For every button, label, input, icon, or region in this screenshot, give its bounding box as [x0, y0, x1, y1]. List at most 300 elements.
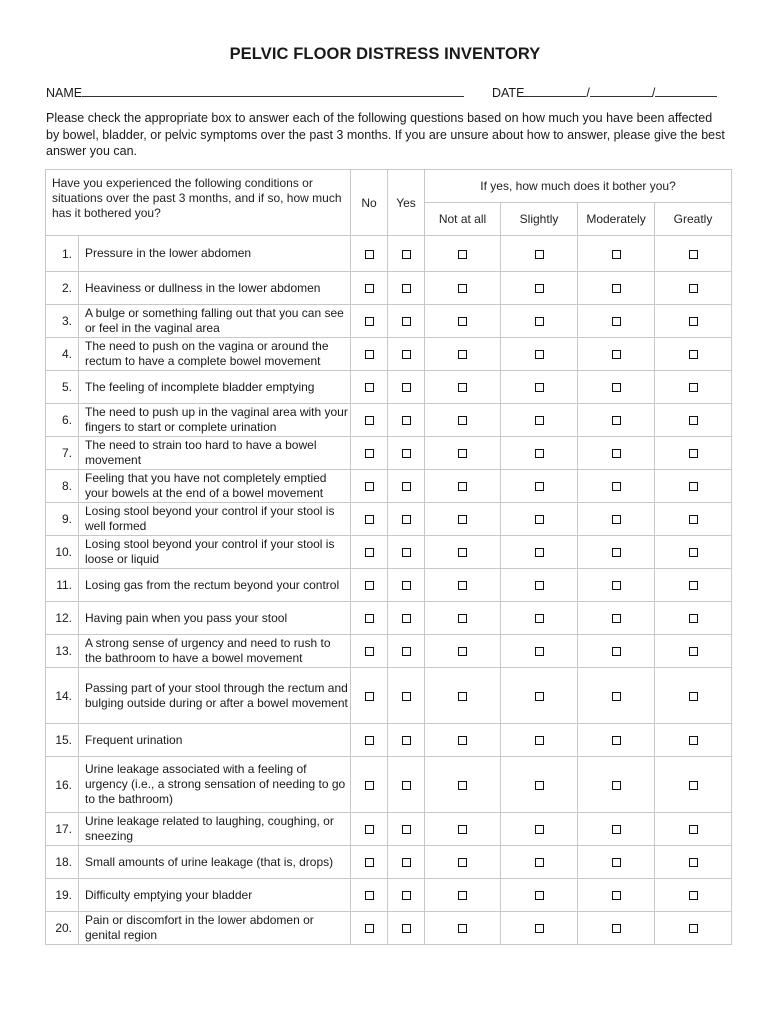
slightly-checkbox-cell	[501, 879, 578, 912]
question-number: 5.	[46, 371, 79, 404]
moderately-checkbox-cell	[578, 879, 655, 912]
not-at-all-checkbox[interactable]	[458, 284, 467, 293]
greatly-checkbox[interactable]	[689, 647, 698, 656]
yes-checkbox-cell	[388, 371, 425, 404]
greatly-checkbox[interactable]	[689, 515, 698, 524]
date-day-blank[interactable]	[590, 84, 652, 97]
question-number: 10.	[46, 536, 79, 569]
slightly-checkbox-cell	[501, 569, 578, 602]
no-checkbox[interactable]	[365, 350, 374, 359]
not-at-all-checkbox-cell	[425, 668, 501, 724]
question-text: Losing gas from the rectum beyond your control	[79, 569, 351, 602]
slightly-checkbox[interactable]	[535, 924, 544, 933]
date-year-blank[interactable]	[655, 84, 717, 97]
yes-column-header: Yes	[388, 170, 425, 236]
not-at-all-checkbox-cell	[425, 404, 501, 437]
question-row	[46, 437, 732, 470]
greatly-checkbox[interactable]	[689, 858, 698, 867]
yes-checkbox[interactable]	[402, 482, 411, 491]
moderately-checkbox[interactable]	[612, 614, 621, 623]
question-text: Losing stool beyond your control if your stool is loose or liquid	[79, 536, 351, 569]
yes-checkbox-cell	[388, 602, 425, 635]
not-at-all-checkbox-cell	[425, 470, 501, 503]
yes-checkbox[interactable]	[402, 781, 411, 790]
question-number: 14.	[46, 668, 79, 724]
greatly-checkbox-cell	[655, 503, 732, 536]
no-checkbox[interactable]	[365, 891, 374, 900]
yes-checkbox-cell	[388, 912, 425, 945]
no-checkbox[interactable]	[365, 692, 374, 701]
yes-checkbox-cell	[388, 470, 425, 503]
slightly-checkbox-cell	[501, 724, 578, 757]
slightly-checkbox[interactable]	[535, 891, 544, 900]
greatly-checkbox-cell	[655, 272, 732, 305]
slightly-checkbox[interactable]	[535, 515, 544, 524]
yes-checkbox-cell	[388, 437, 425, 470]
question-row	[46, 338, 732, 371]
slightly-checkbox-cell	[501, 272, 578, 305]
no-checkbox-cell	[351, 569, 388, 602]
no-checkbox-cell	[351, 757, 388, 813]
yes-checkbox[interactable]	[402, 317, 411, 326]
moderately-checkbox[interactable]	[612, 781, 621, 790]
slightly-checkbox[interactable]	[535, 825, 544, 834]
question-number: 9.	[46, 503, 79, 536]
no-checkbox-cell	[351, 470, 388, 503]
no-checkbox[interactable]	[365, 515, 374, 524]
question-row	[46, 846, 732, 879]
greatly-checkbox-cell	[655, 569, 732, 602]
not-at-all-checkbox[interactable]	[458, 350, 467, 359]
question-row	[46, 635, 732, 668]
question-row	[46, 757, 732, 813]
bother-level-slightly: Slightly	[501, 203, 578, 236]
yes-checkbox-cell	[388, 813, 425, 846]
slightly-checkbox[interactable]	[535, 250, 544, 259]
not-at-all-checkbox-cell	[425, 536, 501, 569]
no-checkbox[interactable]	[365, 284, 374, 293]
moderately-checkbox-cell	[578, 503, 655, 536]
not-at-all-checkbox[interactable]	[458, 924, 467, 933]
no-checkbox[interactable]	[365, 449, 374, 458]
moderately-checkbox-cell	[578, 305, 655, 338]
no-checkbox-cell	[351, 846, 388, 879]
slightly-checkbox[interactable]	[535, 581, 544, 590]
slightly-checkbox[interactable]	[535, 858, 544, 867]
question-row	[46, 602, 732, 635]
greatly-checkbox-cell	[655, 813, 732, 846]
question-number: 15.	[46, 724, 79, 757]
moderately-checkbox[interactable]	[612, 548, 621, 557]
yes-checkbox[interactable]	[402, 736, 411, 745]
slightly-checkbox-cell	[501, 757, 578, 813]
not-at-all-checkbox-cell	[425, 371, 501, 404]
no-checkbox[interactable]	[365, 825, 374, 834]
question-number: 19.	[46, 879, 79, 912]
question-number: 4.	[46, 338, 79, 371]
question-text: The need to strain too hard to have a bowel movement	[79, 437, 351, 470]
greatly-checkbox-cell	[655, 371, 732, 404]
no-checkbox[interactable]	[365, 383, 374, 392]
greatly-checkbox[interactable]	[689, 548, 698, 557]
no-checkbox[interactable]	[365, 736, 374, 745]
slightly-checkbox-cell	[501, 236, 578, 272]
yes-checkbox-cell	[388, 305, 425, 338]
moderately-checkbox-cell	[578, 404, 655, 437]
greatly-checkbox-cell	[655, 536, 732, 569]
question-row	[46, 503, 732, 536]
not-at-all-checkbox[interactable]	[458, 781, 467, 790]
moderately-checkbox-cell	[578, 569, 655, 602]
question-text: Urine leakage associated with a feeling of urgency (i.e., a strong sensation of needing to go to the bathroom)	[79, 757, 351, 813]
not-at-all-checkbox[interactable]	[458, 692, 467, 701]
slightly-checkbox[interactable]	[535, 692, 544, 701]
yes-checkbox[interactable]	[402, 891, 411, 900]
question-text: The need to push on the vagina or around the rectum to have a complete bowel movement	[79, 338, 351, 371]
question-number: 7.	[46, 437, 79, 470]
slightly-checkbox[interactable]	[535, 284, 544, 293]
question-row	[46, 813, 732, 846]
no-checkbox[interactable]	[365, 581, 374, 590]
moderately-checkbox[interactable]	[612, 692, 621, 701]
question-number: 6.	[46, 404, 79, 437]
question-row	[46, 470, 732, 503]
moderately-checkbox[interactable]	[612, 924, 621, 933]
question-text: A strong sense of urgency and need to rush to the bathroom to have a bowel movement	[79, 635, 351, 668]
question-row	[46, 569, 732, 602]
yes-checkbox-cell	[388, 635, 425, 668]
question-row	[46, 536, 732, 569]
instructions-text: Please check the appropriate box to answer each of the following questions based on how much you have been affected by bowel, bladder, or pelvic symptoms over the past 3 months. If you are unsure about how to answer, please give the best answer you can.	[46, 111, 725, 158]
yes-checkbox[interactable]	[402, 383, 411, 392]
greatly-checkbox[interactable]	[689, 250, 698, 259]
no-checkbox-cell	[351, 236, 388, 272]
greatly-checkbox[interactable]	[689, 383, 698, 392]
slightly-checkbox-cell	[501, 912, 578, 945]
greatly-checkbox-cell	[655, 404, 732, 437]
yes-checkbox-cell	[388, 846, 425, 879]
yes-checkbox[interactable]	[402, 647, 411, 656]
bother-level-greatly: Greatly	[655, 203, 732, 236]
moderately-checkbox-cell	[578, 668, 655, 724]
greatly-checkbox-cell	[655, 668, 732, 724]
moderately-checkbox-cell	[578, 470, 655, 503]
moderately-checkbox-cell	[578, 437, 655, 470]
moderately-checkbox[interactable]	[612, 858, 621, 867]
not-at-all-checkbox-cell	[425, 912, 501, 945]
not-at-all-checkbox[interactable]	[458, 515, 467, 524]
question-text: Heaviness or dullness in the lower abdomen	[79, 272, 351, 305]
moderately-checkbox[interactable]	[612, 284, 621, 293]
moderately-checkbox[interactable]	[612, 416, 621, 425]
slightly-checkbox[interactable]	[535, 350, 544, 359]
not-at-all-checkbox-cell	[425, 305, 501, 338]
slightly-checkbox[interactable]	[535, 416, 544, 425]
yes-checkbox-cell	[388, 536, 425, 569]
no-checkbox[interactable]	[365, 548, 374, 557]
not-at-all-checkbox-cell	[425, 635, 501, 668]
bother-level-not-at-all: Not at all	[425, 203, 501, 236]
question-text: Pain or discomfort in the lower abdomen or genital region	[79, 912, 351, 945]
question-text: Difficulty emptying your bladder	[79, 879, 351, 912]
yes-checkbox[interactable]	[402, 449, 411, 458]
moderately-checkbox[interactable]	[612, 383, 621, 392]
question-text: Urine leakage related to laughing, coughing, or sneezing	[79, 813, 351, 846]
slightly-checkbox-cell	[501, 846, 578, 879]
question-text: The need to push up in the vaginal area with your fingers to start or complete urination	[79, 404, 351, 437]
no-checkbox-cell	[351, 338, 388, 371]
not-at-all-checkbox[interactable]	[458, 614, 467, 623]
no-checkbox[interactable]	[365, 647, 374, 656]
moderately-checkbox[interactable]	[612, 891, 621, 900]
not-at-all-checkbox[interactable]	[458, 317, 467, 326]
yes-checkbox[interactable]	[402, 858, 411, 867]
moderately-checkbox-cell	[578, 371, 655, 404]
greatly-checkbox[interactable]	[689, 825, 698, 834]
no-checkbox[interactable]	[365, 317, 374, 326]
yes-checkbox[interactable]	[402, 284, 411, 293]
question-number: 16.	[46, 757, 79, 813]
moderately-checkbox[interactable]	[612, 317, 621, 326]
yes-checkbox-cell	[388, 569, 425, 602]
moderately-checkbox-cell	[578, 912, 655, 945]
question-row	[46, 371, 732, 404]
yes-checkbox[interactable]	[402, 924, 411, 933]
no-checkbox-cell	[351, 813, 388, 846]
not-at-all-checkbox-cell	[425, 338, 501, 371]
slightly-checkbox[interactable]	[535, 482, 544, 491]
yes-checkbox-cell	[388, 272, 425, 305]
question-number: 8.	[46, 470, 79, 503]
slightly-checkbox[interactable]	[535, 781, 544, 790]
no-checkbox[interactable]	[365, 858, 374, 867]
yes-checkbox[interactable]	[402, 515, 411, 524]
not-at-all-checkbox[interactable]	[458, 736, 467, 745]
no-checkbox-cell	[351, 437, 388, 470]
slightly-checkbox-cell	[501, 371, 578, 404]
no-checkbox-cell	[351, 635, 388, 668]
slightly-checkbox-cell	[501, 503, 578, 536]
greatly-checkbox-cell	[655, 912, 732, 945]
slightly-checkbox-cell	[501, 813, 578, 846]
slightly-checkbox[interactable]	[535, 614, 544, 623]
greatly-checkbox[interactable]	[689, 581, 698, 590]
no-checkbox-cell	[351, 602, 388, 635]
not-at-all-checkbox[interactable]	[458, 482, 467, 491]
greatly-checkbox[interactable]	[689, 891, 698, 900]
not-at-all-checkbox-cell	[425, 724, 501, 757]
moderately-checkbox[interactable]	[612, 449, 621, 458]
name-blank[interactable]	[82, 84, 464, 97]
moderately-checkbox[interactable]	[612, 647, 621, 656]
question-number: 11.	[46, 569, 79, 602]
not-at-all-checkbox-cell	[425, 437, 501, 470]
yes-checkbox[interactable]	[402, 250, 411, 259]
question-text: Losing stool beyond your control if your stool is well formed	[79, 503, 351, 536]
yes-checkbox[interactable]	[402, 350, 411, 359]
yes-checkbox[interactable]	[402, 548, 411, 557]
not-at-all-checkbox[interactable]	[458, 449, 467, 458]
question-text: Passing part of your stool through the rectum and bulging outside during or after a bowel movement	[79, 668, 351, 724]
yes-checkbox-cell	[388, 503, 425, 536]
no-checkbox-cell	[351, 305, 388, 338]
yes-checkbox-cell	[388, 668, 425, 724]
not-at-all-checkbox[interactable]	[458, 416, 467, 425]
date-separator: /	[586, 86, 590, 100]
no-checkbox-cell	[351, 912, 388, 945]
yes-checkbox-cell	[388, 879, 425, 912]
question-text: Having pain when you pass your stool	[79, 602, 351, 635]
not-at-all-checkbox-cell	[425, 569, 501, 602]
question-number: 1.	[46, 236, 79, 272]
not-at-all-checkbox[interactable]	[458, 548, 467, 557]
question-text: Feeling that you have not completely emptied your bowels at the end of a bowel movement	[79, 470, 351, 503]
question-number: 20.	[46, 912, 79, 945]
slightly-checkbox-cell	[501, 668, 578, 724]
slightly-checkbox[interactable]	[535, 736, 544, 745]
moderately-checkbox[interactable]	[612, 736, 621, 745]
moderately-checkbox[interactable]	[612, 825, 621, 834]
greatly-checkbox[interactable]	[689, 449, 698, 458]
no-checkbox[interactable]	[365, 924, 374, 933]
not-at-all-checkbox-cell	[425, 503, 501, 536]
not-at-all-checkbox-cell	[425, 236, 501, 272]
greatly-checkbox[interactable]	[689, 781, 698, 790]
question-row	[46, 724, 732, 757]
no-checkbox[interactable]	[365, 614, 374, 623]
question-row	[46, 236, 732, 272]
yes-checkbox[interactable]	[402, 581, 411, 590]
greatly-checkbox[interactable]	[689, 692, 698, 701]
slightly-checkbox-cell	[501, 602, 578, 635]
slightly-checkbox-cell	[501, 635, 578, 668]
slightly-checkbox[interactable]	[535, 317, 544, 326]
yes-checkbox-cell	[388, 724, 425, 757]
question-text: Frequent urination	[79, 724, 351, 757]
date-month-blank[interactable]	[524, 84, 586, 97]
not-at-all-checkbox[interactable]	[458, 891, 467, 900]
slightly-checkbox-cell	[501, 338, 578, 371]
not-at-all-checkbox[interactable]	[458, 581, 467, 590]
question-number: 17.	[46, 813, 79, 846]
slightly-checkbox[interactable]	[535, 383, 544, 392]
question-row	[46, 879, 732, 912]
not-at-all-checkbox[interactable]	[458, 825, 467, 834]
date-field-row	[492, 84, 717, 100]
question-number: 2.	[46, 272, 79, 305]
not-at-all-checkbox[interactable]	[458, 647, 467, 656]
question-row	[46, 912, 732, 945]
greatly-checkbox[interactable]	[689, 317, 698, 326]
not-at-all-checkbox-cell	[425, 879, 501, 912]
greatly-checkbox-cell	[655, 437, 732, 470]
moderately-checkbox[interactable]	[612, 350, 621, 359]
yes-checkbox[interactable]	[402, 692, 411, 701]
yes-checkbox[interactable]	[402, 614, 411, 623]
question-rows	[46, 236, 732, 945]
bother-level-moderately: Moderately	[578, 203, 655, 236]
no-checkbox[interactable]	[365, 482, 374, 491]
greatly-checkbox-cell	[655, 724, 732, 757]
no-checkbox[interactable]	[365, 781, 374, 790]
yes-checkbox[interactable]	[402, 416, 411, 425]
bother-level-header: If yes, how much does it bother you?	[425, 170, 732, 203]
greatly-checkbox-cell	[655, 879, 732, 912]
greatly-checkbox[interactable]	[689, 416, 698, 425]
no-checkbox[interactable]	[365, 416, 374, 425]
greatly-checkbox-cell	[655, 236, 732, 272]
moderately-checkbox[interactable]	[612, 515, 621, 524]
greatly-checkbox-cell	[655, 602, 732, 635]
slightly-checkbox[interactable]	[535, 647, 544, 656]
slightly-checkbox-cell	[501, 470, 578, 503]
moderately-checkbox[interactable]	[612, 581, 621, 590]
no-checkbox-cell	[351, 371, 388, 404]
no-column-header: No	[351, 170, 388, 236]
yes-checkbox[interactable]	[402, 825, 411, 834]
greatly-checkbox[interactable]	[689, 284, 698, 293]
moderately-checkbox[interactable]	[612, 482, 621, 491]
slightly-checkbox-cell	[501, 404, 578, 437]
no-checkbox-cell	[351, 536, 388, 569]
name-label: NAME	[46, 86, 83, 100]
slightly-checkbox[interactable]	[535, 449, 544, 458]
greatly-checkbox[interactable]	[689, 736, 698, 745]
question-row	[46, 272, 732, 305]
moderately-checkbox-cell	[578, 757, 655, 813]
date-separator: /	[651, 86, 656, 100]
moderately-checkbox-cell	[578, 635, 655, 668]
greatly-checkbox[interactable]	[689, 350, 698, 359]
greatly-checkbox-cell	[655, 757, 732, 813]
no-checkbox-cell	[351, 668, 388, 724]
yes-checkbox-cell	[388, 236, 425, 272]
greatly-checkbox-cell	[655, 846, 732, 879]
no-checkbox-cell	[351, 503, 388, 536]
question-number: 13.	[46, 635, 79, 668]
greatly-checkbox[interactable]	[689, 482, 698, 491]
moderately-checkbox-cell	[578, 338, 655, 371]
no-checkbox-cell	[351, 724, 388, 757]
not-at-all-checkbox[interactable]	[458, 383, 467, 392]
greatly-checkbox-cell	[655, 338, 732, 371]
symptom-questionnaire-table	[45, 169, 732, 945]
not-at-all-checkbox[interactable]	[458, 250, 467, 259]
not-at-all-checkbox-cell	[425, 757, 501, 813]
question-row	[46, 305, 732, 338]
not-at-all-checkbox-cell	[425, 846, 501, 879]
question-number: 12.	[46, 602, 79, 635]
no-checkbox[interactable]	[365, 250, 374, 259]
greatly-checkbox[interactable]	[689, 924, 698, 933]
moderately-checkbox-cell	[578, 236, 655, 272]
slightly-checkbox-cell	[501, 437, 578, 470]
question-number: 18.	[46, 846, 79, 879]
greatly-checkbox-cell	[655, 305, 732, 338]
not-at-all-checkbox[interactable]	[458, 858, 467, 867]
question-row	[46, 404, 732, 437]
question-column-header: Have you experienced the following conditions or situations over the past 3 months, and if so, how much has it bothered you?	[46, 170, 351, 236]
not-at-all-checkbox-cell	[425, 272, 501, 305]
question-text: Small amounts of urine leakage (that is, drops)	[79, 846, 351, 879]
greatly-checkbox[interactable]	[689, 614, 698, 623]
moderately-checkbox[interactable]	[612, 250, 621, 259]
slightly-checkbox-cell	[501, 536, 578, 569]
slightly-checkbox[interactable]	[535, 548, 544, 557]
moderately-checkbox-cell	[578, 602, 655, 635]
slightly-checkbox-cell	[501, 305, 578, 338]
question-row	[46, 668, 732, 724]
